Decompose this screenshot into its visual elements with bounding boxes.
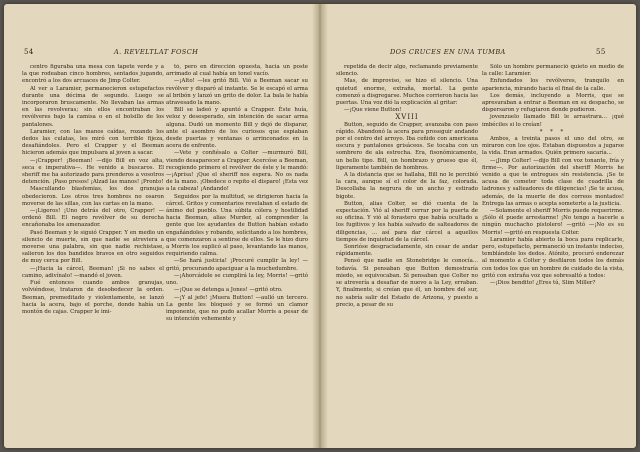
- paragraph: Button, seguido de Crapper, avanzaba con paso rápido. Abandonó la acera para proseguir andando por el centro del arroyo. Iba ceñido con americana oscura y pantalones grisáceos. Se tocaba con un sombrero de ala estrecha. Era, fisonómicamente, un bello tipo. Bill, un hombrazo y grueso que él, ligeramente también de hombros.: [336, 121, 478, 171]
- paragraph: Sólo un hombre permaneció quieto en medio de la calle: Laramier.: [482, 64, 624, 78]
- paragraph: tó, pero en dirección opuesta, hacia un poste arrimado al cual había un tonel vacío.: [166, 64, 308, 78]
- paragraph: —Solamente el sheriff Morris puede requerirme. ¡Sólo él puede arrestarme! ¡No tengo a hacerle a ningún muchacho pistolero! —gritó —¡No es su Morris! —gritó en respuesta Colter.: [482, 208, 624, 236]
- paragraph: Pensó que nadie en Stonebridge le conocía... todavía. Si pensaban que Button demostraría miedo, se equivocaban. Si pensaban que Colter no se atrevería a desafiar de nuevo a la Ley, erraban. Y, finalmente, si creían que él, un hombre del sur, no sabría salir del Estado de Arizona, y puesto a precio, a pesar de su: [336, 258, 478, 308]
- left-page: [4, 4, 312, 448]
- book-spread: [4, 4, 636, 448]
- paragraph: —¡Y al jefe! ¡Muera Button! —aulló un tercero. La gente les bloqueó y se formó un clamor imponente, que no pudo acallar Morris a pesar de su intención vehemente y: [166, 294, 308, 323]
- paragraph: Seguidos por la multitud, se dirigieron hacia la cárcel. Gritos y comentarios revelaban el estado de ánimo del pueblo. Una súbita cólera y hostilidad hacia Beeman, alias Murder, al comprender la gente que los ayudantes de Button habían estado engañándoles y robando, solícitando a los hombres, que comenzaron a sentirse de ellos. Se le hizo duro a Morris los suplicó al paso, levantando las manos, requiriendo calma.: [166, 193, 308, 258]
- paragraph: Button, alias Colter, se dió cuenta de la expectación. Vió al sheriff cerrar por la puerta de su oficina. Y vió al forastero que había ocultado a los fugitivos y les había salvado de salteadores de diligencias, ... así para dar cárcel a aquellos tiempos de inquietud de la cárcel.: [336, 200, 478, 243]
- paragraph: —¡Que viene Button!: [344, 107, 402, 114]
- paragraph: Laramier había abierto la boca para replicarle, pero, estupefacto, permaneció un instante indeciso, temblándole los dedos. Atónito, procuró enderezar al momento a Colter y desfilaron todos los demás con todos los que un hombre de cuidado de la vista, gritó con extraña voz que sobresaltó a todos:: [482, 236, 624, 279]
- left-column-2: [166, 64, 308, 436]
- paragraph: Mas, de improviso, se hizo el silencio. Una quietud enorme, extraña, mortal. La gente comenzó a disgregarse. Muchos corrieron hacia las puertas. Una voz dió la explicación al gritar:: [336, 78, 478, 107]
- paragraph: —¡Crapper! ¡Beeman! —dijo Bill en voz alta, seca e imperativa—. He venido a buscaros. El sheriff me ha autorizado para prenderos a vosotros detención. ¡Paso presos! ¡Alzad las manos! ¡Pronto!: [22, 157, 164, 186]
- paragraph: Los demás, incluyendo a Morris, que se apresuraban a entrar a Beeman en su despacho, se dispersaron y refugiaron donde pudieron.: [482, 92, 624, 114]
- right-column-1: [336, 64, 478, 436]
- chapter-heading: XVIII: [395, 113, 419, 122]
- paragraph: —¡Hacia la cárcel, Beeman! ¡Si no sabes el camino, adivínalo! —mandó el joven.: [22, 265, 164, 279]
- paragraph: —¡Que se detenga a Jones! —gritó otro.: [174, 287, 283, 294]
- paragraph: —¡Dios bendito! ¿Eres tú, Slim Miller?: [490, 280, 596, 287]
- paragraph: A la distancia que se hallaba, Bill no le percibió la cara, aunque sí el color de la faz, colorada. Descollaba la negrura de un ancho y estirado bigote.: [336, 172, 478, 200]
- right-running-head: DOS CRUCES EN UNA TUMBA: [390, 48, 506, 56]
- paragraph: Fué entonces cuando ambos granujas, volviéndose, trataron de desobedecer la orden. Beeman, premeditado y violentamente, se lanzó hacia la acera, bajo el porche, donde había un montón de cajas. Crapper le imi-: [22, 280, 164, 315]
- book-gutter: [312, 4, 328, 448]
- paragraph: —¡Ahorcádole se cumplirá la ley, Morris! —gritó uno.: [166, 272, 308, 287]
- paragraph: jovenzuelo llamado Bill le arrastrara... ¡qué imbéciles si lo creían!: [482, 114, 624, 128]
- left-page-number: 54: [24, 48, 34, 56]
- paragraph: Ambos, a treinta pasos el uno del otro, se miraron con los ojos. Estaban dispuestos a jugarse la vida. Eran armados. Quién primero sacaría...: [482, 136, 624, 157]
- paragraph: Mascullando blasfemias, los dos granujas obedecieron. Los otros tres hombres no osaron moverse de las sillas, con las cartas en la mano.: [22, 186, 164, 207]
- paragraph: repetida de decir algo, reclamando previamente silencio.: [336, 64, 478, 78]
- paragraph: —¡Alto! —les gritó Bill. Vió a Beeman sacar su revólver y disparó al instante. Se le escapó el arma al bribón y lanzó un grito de dolor. La bala le había atravesado la mano.: [166, 78, 308, 107]
- paragraph: —Se hará justicia! ¡Procuré cumplir la ley! —gritó, procurando apaciguar a la muchedumbre.: [166, 258, 308, 272]
- paragraph: Sonrióse desgraciadamente, sin cesar de andar rápidamente.: [336, 244, 478, 258]
- right-page: [328, 4, 636, 448]
- paragraph: Enfundados los revólveres, tranquilo en apariencia, mirando hacia el final de la calle.: [482, 78, 624, 92]
- paragraph: —Vete y confiésalo a Colter —murmuró Bill, viendo desaparecer a Crapper. Acercóse a Beeman, recogiendo primero el revólver de éste y le mandó: —¡Aprisa! ¡Que el sheriff nos espera. No os nada de la mano. ¡Obedece o repito el disparo! ¡Esta vez a la cabeza! ¡Andando!: [166, 150, 308, 193]
- paragraph: centro figuraba una mesa con tapete verde y a la que rodeaban cinco hombres, sentados jugando, encontró a los dos arcuaces de Jimp Colter.: [22, 64, 164, 85]
- paragraph: —¡Jimp Colter! —dijo Bill con voz tonante, fría y firme—. Por autorización del sheriff Morris he venido a que te entregues sin resistencia. ¡Se te acusa de cometer toda clase de cuadrilla de ladrones y salteadores de diligencias! ¡Se te acusa, además, de la muerte de dos correos montados! Entrega las armas o acepta someterte a la justicia.: [482, 157, 624, 207]
- paragraph: Al ver a Laramier, permanecieron estupefactos durante una décima de segundo. Luego se incorporaron bruscamente. No llevaban las armas en las revolveras; sin ellos encontraban los revólveres bajo la camisa o en el bolsillo de los pantalones.: [22, 85, 164, 128]
- left-running-head: A. REVELTLAT FOSCH: [114, 48, 199, 56]
- right-column-2: [482, 64, 624, 436]
- paragraph: Laramier, con las manos caídas, rozando los dedos las culatas, les miró con terrible fijeza, desafiándoles. Pero el Crapper y el Beeman hicieron además que impulsara al joven a sacar.: [22, 128, 164, 157]
- left-column-1: [22, 64, 164, 436]
- paragraph: —¡Ligeros! ¡Uno detrás del otro, Crapper! —ordenó Bill. El negro revólver de su derecha encañonaba los amenazador.: [22, 208, 164, 229]
- right-page-number: 55: [596, 48, 606, 56]
- paragraph: Bill se ladeó y apuntó a Crapper. Éste huía, veloz y desesperado, sin intención de sacar arma alguna. Dudó un momento Bill y dejó de disparar, ante el asombro de los curiosos que espiaban desde puertas y ventanas o arrinconados en la acera de enfrente.: [166, 107, 308, 150]
- paragraph: Pasó Beeman y le siguió Crapper. Y en medio un silencio de muerte, sin que nadie se atreviera a moverse una palabra, sin que nadie rechistase, salieron los dos bandidos bravos en otro seguidos de muy cerca por Bill.: [22, 229, 164, 265]
- section-break: * * *: [539, 128, 567, 135]
